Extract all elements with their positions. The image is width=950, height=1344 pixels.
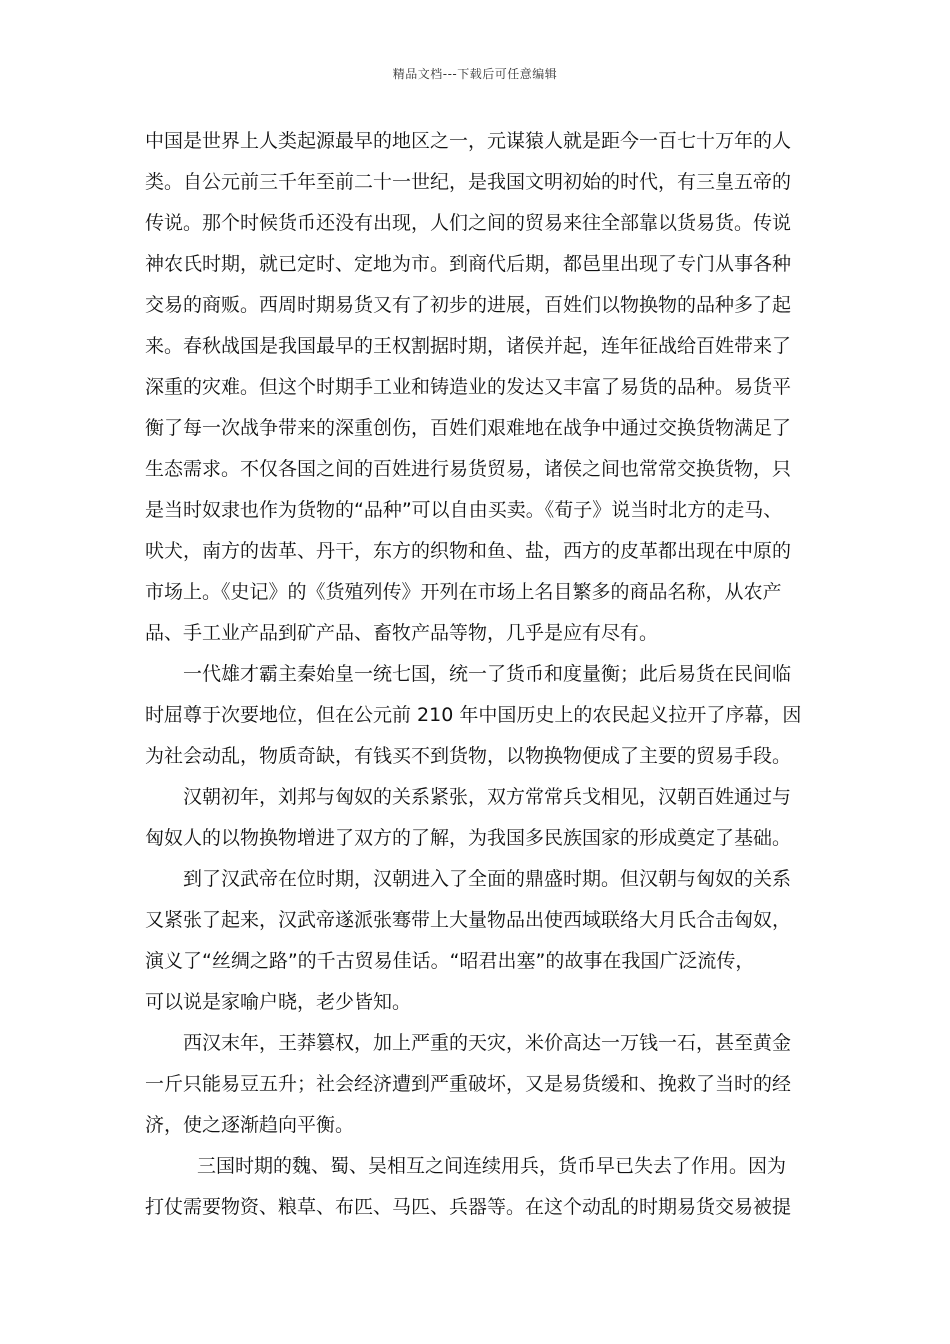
text-line: 可以说是家喻户晓，老少皆知。 bbox=[145, 991, 412, 1013]
text-line: 吠犬，南方的齿革、丹干，东方的织物和鱼、盐，西方的皮革都出现在中原的 bbox=[145, 540, 792, 562]
page-header: 精品文档---下载后可任意编辑 bbox=[392, 67, 558, 81]
text-line: 西汉末年，王莽篡权，加上严重的天灾，米价高达一万钱一石，甚至黄金 bbox=[183, 1032, 792, 1054]
text-line: 类。自公元前三千年至前二十一世纪，是我国文明初始的时代，有三皇五帝的 bbox=[145, 171, 792, 193]
text-line: 来。春秋战国是我国最早的王权割据时期，诸侯并起，连年征战给百姓带来了 bbox=[145, 335, 792, 357]
paragraph bbox=[145, 1146, 820, 1228]
text-line: 又紧张了起来，汉武帝遂派张骞带上大量物品出使西域联络大月氏合击匈奴， bbox=[145, 909, 792, 931]
paragraph bbox=[145, 1023, 820, 1146]
document-body bbox=[145, 121, 820, 1228]
text-line: 三国时期的魏、蜀、吴相互之间连续用兵，货币早已失去了作用。因为 bbox=[197, 1155, 787, 1177]
text-line: 中国是世界上人类起源最早的地区之一，元谋猿人就是距今一百七十万年的人 bbox=[145, 130, 792, 152]
text-line: 到了汉武帝在位时期，汉朝进入了全面的鼎盛时期。但汉朝与匈奴的关系 bbox=[183, 868, 792, 890]
text-line: 时屈尊于次要地位，但在公元前 210 年中国历史上的农民起义拉开了序幕，因 bbox=[145, 704, 802, 726]
text-line: 一代雄才霸主秦始皇一统七国，统一了货币和度量衡；此后易货在民间临 bbox=[183, 663, 792, 685]
text-line: 深重的灾难。但这个时期手工业和铸造业的发达又丰富了易货的品种。易货平 bbox=[145, 376, 792, 398]
paragraph bbox=[145, 777, 820, 859]
text-line: 衡了每一次战争带来的深重创伤，百姓们艰难地在战争中通过交换货物满足了 bbox=[145, 417, 792, 439]
text-line: 演义了“丝绸之路”的千古贸易佳话。“昭君出塞”的故事在我国广泛流传， bbox=[145, 950, 755, 972]
text-line: 市场上。《史记》的《货殖列传》开列在市场上名目繁多的商品名称，从农产 bbox=[145, 581, 782, 603]
text-line: 为社会动乱，物质奇缺，有钱买不到货物，以物换物便成了主要的贸易手段。 bbox=[145, 745, 792, 767]
text-line: 汉朝初年，刘邦与匈奴的关系紧张，双方常常兵戈相见，汉朝百姓通过与 bbox=[183, 786, 792, 808]
text-line: 品、手工业产品到矿产品、畜牧产品等物，几乎是应有尽有。 bbox=[145, 622, 659, 644]
text-line: 是当时奴隶也作为货物的“品种”可以自由买卖。《荀子》说当时北方的走马、 bbox=[145, 499, 783, 521]
text-line: 匈奴人的以物换物增进了双方的了解，为我国多民族国家的形成奠定了基础。 bbox=[145, 827, 792, 849]
text-line: 济，使之逐渐趋向平衡。 bbox=[145, 1114, 355, 1136]
paragraph bbox=[145, 859, 820, 1023]
text-line: 一斤只能易豆五升；社会经济遭到严重破坏，又是易货缓和、挽救了当时的经 bbox=[145, 1073, 792, 1095]
text-line: 传说。那个时候货币还没有出现，人们之间的贸易来往全部靠以货易货。传说 bbox=[145, 212, 792, 234]
paragraph bbox=[145, 121, 820, 654]
text-line: 打仗需要物资、粮草、布匹、马匹、兵器等。在这个动乱的时期易货交易被提 bbox=[145, 1196, 792, 1218]
text-line: 交易的商贩。西周时期易货又有了初步的进展，百姓们以物换物的品种多了起 bbox=[145, 294, 792, 316]
paragraph bbox=[145, 654, 820, 777]
text-line: 生态需求。不仅各国之间的百姓进行易货贸易，诸侯之间也常常交换货物，只 bbox=[145, 458, 792, 480]
text-line: 神农氏时期，就已定时、定地为市。到商代后期，都邑里出现了专门从事各种 bbox=[145, 253, 792, 275]
